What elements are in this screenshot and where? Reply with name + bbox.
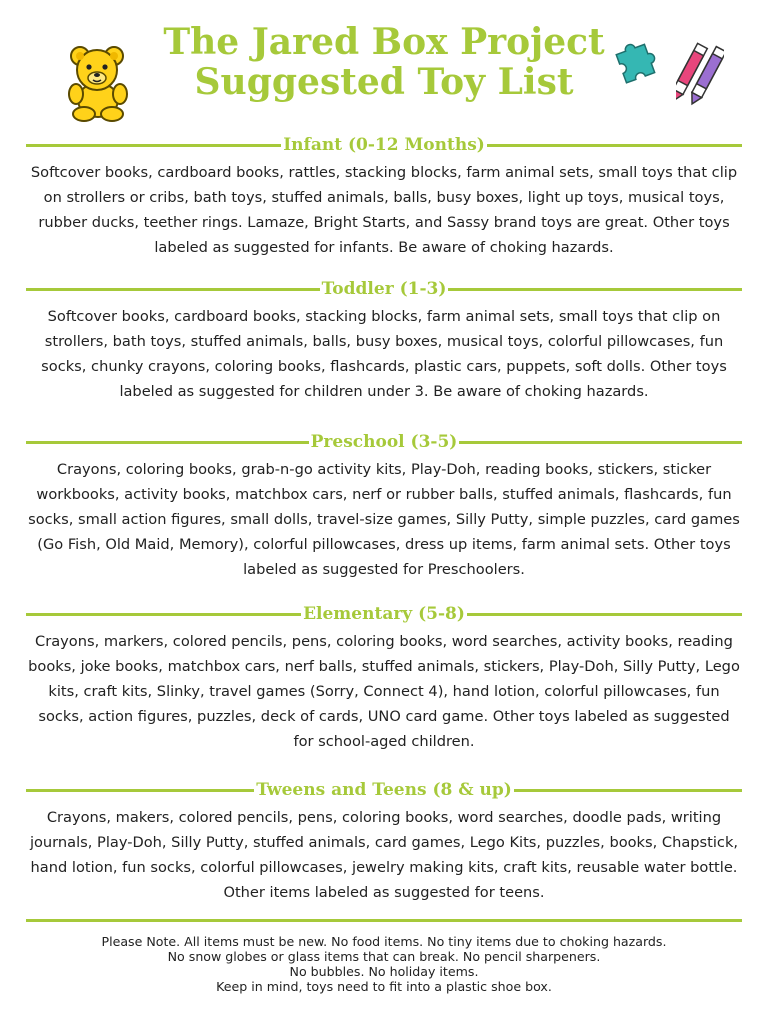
section-header (0, 779, 768, 801)
section-text: Crayons, markers, colored pencils, pens, coloring books, word searches, activity books, reading books, joke books, matchbox cars, nerf balls, stuffed animals, stickers, Play-Doh, Silly Putty, Lego kits, craft kits, Slinky, travel games (Sorry, Connect 4), hand lotion, colorful pillowcases, fun socks, action figures, puzzles, deck of cards, UNO card game. Other toys labeled as suggested for school-aged children. (28, 633, 740, 750)
section-toddler (0, 278, 768, 404)
note-line-1: Please Note. All items must be new. No food items. No tiny items due to choking hazards. (101, 934, 667, 949)
section-text: Softcover books, cardboard books, rattles, stacking blocks, farm animal sets, small toys that clip on strollers or cribs, bath toys, stuffed animals, balls, busy boxes, light up toys, musical toys, rubber ducks, teether rings. Lamaze, Bright Starts, and Sassy brand toys are great. Other toys labeled as suggested for infants. Be aware of choking hazards. (30, 164, 738, 256)
note-line-3: No bubbles. No holiday items. (289, 964, 479, 979)
section-heading-text: Preschool (3-5) (310, 432, 458, 452)
section-heading (0, 431, 768, 453)
section-preschool (0, 431, 768, 582)
section-elementary (0, 603, 768, 754)
section-header (0, 431, 768, 453)
please-note (0, 934, 768, 994)
section-header (0, 278, 768, 300)
section-header (0, 134, 768, 156)
section-text: Crayons, makers, colored pencils, pens, coloring books, word searches, doodle pads, writing journals, Play-Doh, Silly Putty, stuffed animals, card games, Lego Kits, puzzles, books, Chapstick, hand lotion, fun socks, colorful pillowcases, jewelry making kits, craft kits, reusable water bottle. Other items labeled as suggested for teens. (29, 809, 739, 901)
section-heading-text: Elementary (5-8) (303, 604, 465, 624)
section-heading-text: Tweens and Teens (8 & up) (256, 780, 512, 800)
section-heading (0, 134, 768, 156)
bottom-divider (26, 919, 742, 922)
section-text: Softcover books, cardboard books, stacking blocks, farm animal sets, small toys that clip on strollers, bath toys, stuffed animals, balls, busy boxes, musical toys, colorful pillowcases, fun socks, chunky crayons, coloring books, flashcards, plastic cars, puppets, soft dolls. Other toys labeled as suggested for children under 3. Be aware of choking hazards. (41, 308, 727, 400)
crayons-icon (676, 36, 724, 110)
note-line-2: No snow globes or glass items that can break. No pencil sharpeners. (167, 949, 601, 964)
section-heading (0, 779, 768, 801)
section-heading (0, 278, 768, 300)
section-heading-text: Toddler (1-3) (321, 279, 447, 299)
title-line-1: The Jared Box Project (163, 21, 605, 63)
section-heading-text: Infant (0-12 Months) (283, 135, 485, 155)
section-tweens-teens (0, 779, 768, 905)
section-header (0, 603, 768, 625)
teddy-bear-icon (62, 42, 134, 122)
section-heading (0, 603, 768, 625)
puzzle-piece-icon (612, 38, 662, 86)
note-line-4: Keep in mind, toys need to fit into a plastic shoe box. (216, 979, 552, 994)
title-line-2: Suggested Toy List (194, 61, 574, 103)
section-infant (0, 134, 768, 260)
section-text: Crayons, coloring books, grab-n-go activity kits, Play-Doh, reading books, stickers, sticker workbooks, activity books, matchbox cars, nerf or rubber balls, stuffed animals, flashcards, fun socks, small action figures, small dolls, travel-size games, Silly Putty, simple puzzles, card games (Go Fish, Old Maid, Memory), colorful pillowcases, dress up items, farm animal sets. Other toys labeled as suggested for Preschoolers. (28, 461, 740, 578)
